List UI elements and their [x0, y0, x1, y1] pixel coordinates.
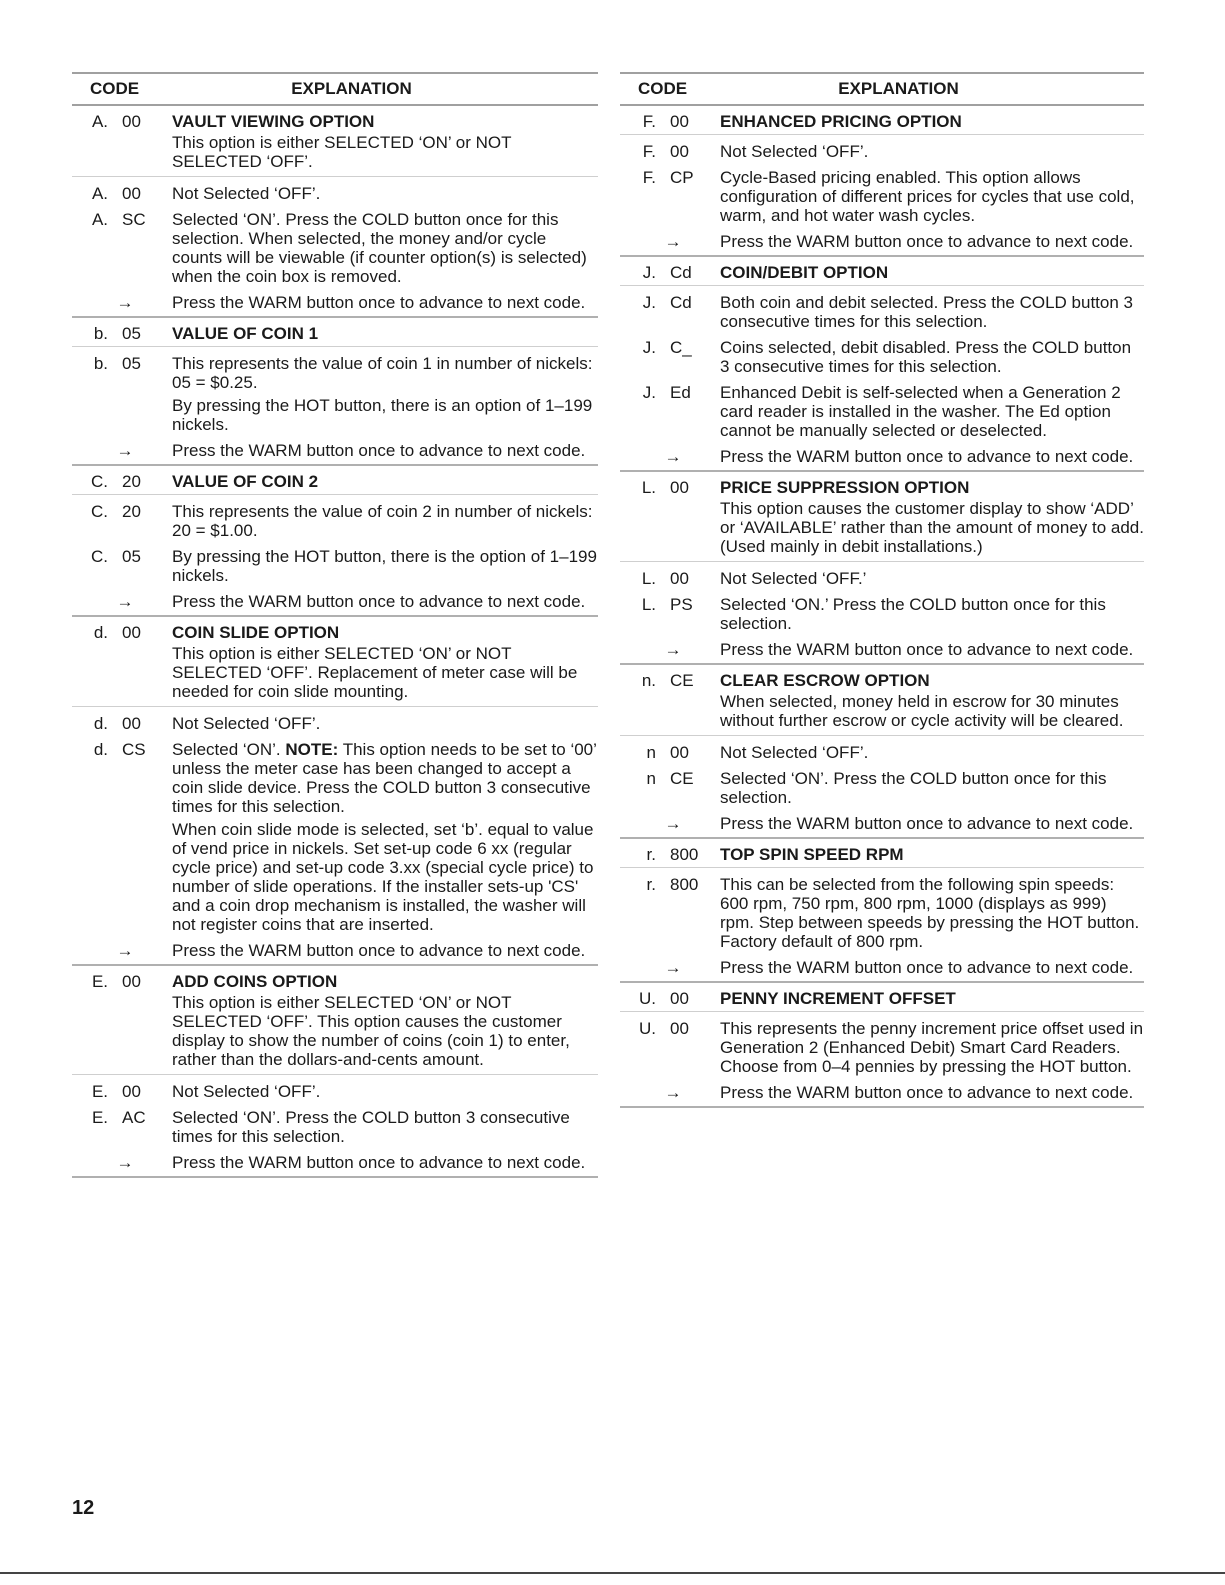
option-text	[720, 383, 1144, 440]
section-title: ENHANCED PRICING OPTION	[720, 112, 962, 131]
code-option-row	[72, 207, 598, 290]
setup-code-section	[620, 665, 1144, 839]
section-divider	[72, 706, 598, 707]
code-letter: U.	[639, 989, 656, 1008]
left-column	[72, 72, 598, 1178]
option-text-body: Press the WARM button once to advance to next code.	[720, 958, 1134, 977]
code-letter: U.	[639, 1019, 656, 1038]
option-text-body: Not Selected ‘OFF’.	[172, 714, 321, 733]
code-letter: r.	[646, 845, 656, 864]
setup-code-section	[620, 839, 1144, 983]
option-text	[172, 354, 598, 434]
option-text-body: Not Selected ‘OFF’.	[720, 142, 869, 161]
advance-instruction-row	[72, 1150, 598, 1176]
section-title-row	[620, 665, 1144, 692]
code-letter: L.	[641, 478, 656, 497]
code-letter: n.	[641, 671, 656, 690]
code-cell	[72, 1108, 172, 1146]
option-text-body: Both coin and debit selected. Press the COLD button 3 consecutive times for this selection.	[720, 293, 1133, 331]
code-letter: A.	[91, 184, 108, 203]
code-letter: b.	[93, 354, 108, 373]
code-value: 05	[122, 547, 141, 566]
arrow-icon: →	[116, 441, 134, 460]
code-header: CODE	[638, 79, 688, 98]
code-cell	[620, 478, 720, 497]
code-letter: b.	[93, 324, 108, 343]
code-option-row	[620, 872, 1144, 955]
code-cell	[72, 592, 172, 611]
section-description: This option is either SELECTED ‘ON’ or NOT SELECTED ‘OFF’. This option causes the customer display to show the number of coins (coin 1) to enter, rather than the dollars-and-cents amount.	[172, 993, 570, 1069]
code-cell	[72, 972, 172, 991]
code-cell	[620, 595, 720, 633]
section-divider	[72, 176, 598, 177]
section-title: VAULT VIEWING OPTION	[172, 112, 375, 131]
code-letter: C.	[91, 502, 108, 521]
arrow-icon: →	[664, 958, 682, 977]
code-letter: J.	[642, 293, 656, 312]
option-extra-paragraph: By pressing the HOT button, there is an option of 1–199 nickels.	[172, 396, 593, 434]
code-cell	[620, 447, 720, 466]
option-text-body: This option needs to be set to ‘00’ unless the meter case has been changed to accept a coin slide device. Press the COLD button 3 consecutive times for this selection.	[172, 740, 597, 816]
code-cell	[72, 293, 172, 312]
code-cell	[620, 958, 720, 977]
code-header: CODE	[90, 79, 140, 98]
code-value: Cd	[670, 293, 692, 312]
section-title: CLEAR ESCROW OPTION	[720, 671, 930, 690]
code-value: PS	[670, 595, 693, 614]
code-letter: d.	[93, 623, 108, 642]
option-text-body: This represents the value of coin 1 in number of nickels: 05 = $0.25.	[172, 354, 593, 392]
option-text-body: Cycle-Based pricing enabled. This option allows configuration of different prices for cycles that use cold, warm, and hot water wash cycles.	[720, 168, 1135, 225]
code-cell	[620, 640, 720, 659]
section-title-row	[72, 106, 598, 133]
code-cell	[72, 502, 172, 540]
option-text-body: Press the WARM button once to advance to next code.	[720, 640, 1134, 659]
code-option-row	[620, 335, 1144, 380]
code-cell	[620, 293, 720, 331]
option-text-body: Not Selected ‘OFF’.	[172, 184, 321, 203]
option-text	[720, 338, 1144, 376]
code-letter: E.	[91, 972, 108, 991]
section-title-row	[72, 466, 598, 495]
option-extra-paragraph: When coin slide mode is selected, set ‘b’. equal to value of vend price in nickels. Set set-up code 6 xx (regular cycle price) and set-up code 3.xx (special cycle price) to number of slide operations. If the installer sets-up 'CS' and a coin drop mechanism is installed, the washer will not register coins that are inserted.	[172, 820, 594, 934]
arrow-icon: →	[664, 814, 682, 833]
code-cell	[620, 1083, 720, 1102]
code-value: 00	[670, 989, 689, 1008]
option-text	[720, 293, 1144, 331]
setup-code-section	[620, 257, 1144, 472]
code-cell	[72, 441, 172, 460]
code-letter: L.	[641, 595, 656, 614]
option-text	[720, 447, 1144, 466]
code-value: 00	[670, 743, 689, 762]
option-text-body: This can be selected from the following spin speeds: 600 rpm, 750 rpm, 800 rpm, 1000 (displays as 999) rpm. Step between speeds by pressing the HOT button. Factory default of 800 rpm.	[720, 875, 1140, 951]
code-cell	[72, 547, 172, 585]
code-cell	[620, 569, 720, 588]
section-description: When selected, money held in escrow for 30 minutes without further escrow or cycle activity will be cleared.	[720, 692, 1124, 730]
option-text-body: Press the WARM button once to advance to next code.	[720, 447, 1134, 466]
right-column	[620, 72, 1144, 1108]
option-text	[720, 595, 1144, 633]
option-text	[720, 640, 1144, 659]
advance-instruction-row	[72, 438, 598, 464]
option-text-body: Press the WARM button once to advance to next code.	[720, 1083, 1134, 1102]
code-letter: n	[646, 743, 656, 762]
code-value: 00	[670, 112, 689, 131]
option-text-body: This represents the value of coin 2 in number of nickels: 20 = $1.00.	[172, 502, 593, 540]
code-letter: d.	[93, 740, 108, 759]
code-value: CP	[670, 168, 694, 187]
section-description: This option is either SELECTED ‘ON’ or NOT SELECTED ‘OFF’. Replacement of meter case will be needed for coin slide mounting.	[172, 644, 578, 701]
setup-code-section	[72, 318, 598, 466]
code-option-row	[620, 766, 1144, 811]
code-value: 00	[122, 184, 141, 203]
code-option-row	[72, 181, 598, 207]
code-option-row	[620, 740, 1144, 766]
option-text	[720, 168, 1144, 225]
code-letter: F.	[642, 168, 656, 187]
code-option-row	[72, 544, 598, 589]
code-value: AC	[122, 1108, 146, 1127]
setup-code-section	[72, 466, 598, 617]
advance-instruction-row	[620, 811, 1144, 837]
code-cell	[620, 814, 720, 833]
code-value: 00	[670, 142, 689, 161]
code-option-row	[72, 737, 598, 938]
arrow-icon: →	[664, 232, 682, 251]
code-cell	[620, 168, 720, 225]
code-value: 20	[122, 472, 141, 491]
option-text	[720, 743, 1144, 762]
option-text-body: Selected ‘ON’. Press the COLD button once for this selection.	[720, 769, 1107, 807]
section-title: COIN SLIDE OPTION	[172, 623, 340, 642]
code-cell	[72, 941, 172, 960]
code-letter: C.	[91, 547, 108, 566]
section-title-row	[620, 839, 1144, 868]
code-value: 20	[122, 502, 141, 521]
option-text	[720, 814, 1144, 833]
code-letter: C.	[91, 472, 108, 491]
section-title-row	[72, 318, 598, 347]
advance-instruction-row	[72, 290, 598, 316]
code-cell	[72, 472, 172, 491]
code-cell	[72, 1082, 172, 1101]
option-text-body: Press the WARM button once to advance to next code.	[720, 814, 1134, 833]
code-letter: r.	[646, 875, 656, 894]
option-text-prefix: Selected ‘ON’.	[172, 740, 286, 759]
setup-code-section	[72, 617, 598, 966]
code-cell	[620, 232, 720, 251]
section-title-row	[620, 983, 1144, 1012]
code-option-row	[72, 351, 598, 438]
section-title: PENNY INCREMENT OFFSET	[720, 989, 956, 1008]
arrow-icon: →	[664, 447, 682, 466]
advance-instruction-row	[620, 637, 1144, 663]
setup-code-section	[620, 106, 1144, 257]
code-cell	[620, 263, 720, 282]
section-title: PRICE SUPPRESSION OPTION	[720, 478, 970, 497]
page-bottom-rule	[0, 1572, 1225, 1574]
code-letter: A.	[91, 112, 108, 131]
right-sections	[620, 106, 1144, 1108]
code-option-row	[72, 711, 598, 737]
code-value: 00	[670, 1019, 689, 1038]
code-cell	[620, 989, 720, 1008]
option-text-body: This represents the penny increment price offset used in Generation 2 (Enhanced Debit) Smart Card Readers. Choose from 0–4 pennies by pressing the HOT button.	[720, 1019, 1144, 1076]
option-text	[172, 502, 598, 540]
option-text-body: Press the WARM button once to advance to next code.	[172, 941, 586, 960]
advance-instruction-row	[620, 229, 1144, 255]
section-title-row	[72, 966, 598, 993]
option-text-body: Selected ‘ON’. Press the COLD button once for this selection. When selected, the money and/or cycle counts will be viewable (if counter option(s) is selected) when the coin box is removed.	[172, 210, 587, 286]
setup-code-section	[72, 966, 598, 1178]
section-description: This option is either SELECTED ‘ON’ or NOT SELECTED ‘OFF’.	[172, 133, 512, 171]
note-label: NOTE:	[285, 740, 339, 759]
code-option-row	[620, 165, 1144, 229]
option-text-body: Not Selected ‘OFF’.	[720, 743, 869, 762]
code-value: CS	[122, 740, 146, 759]
code-value: 00	[122, 112, 141, 131]
code-value: Ed	[670, 383, 691, 402]
code-cell	[72, 623, 172, 642]
option-text	[172, 714, 598, 733]
code-value: 00	[122, 972, 141, 991]
advance-instruction-row	[72, 938, 598, 964]
advance-instruction-row	[72, 589, 598, 615]
code-value: 00	[122, 1082, 141, 1101]
table-header	[72, 72, 598, 106]
code-cell	[620, 383, 720, 440]
code-option-row	[620, 139, 1144, 165]
code-cell	[620, 743, 720, 762]
option-text	[720, 1083, 1144, 1102]
code-value: 05	[122, 324, 141, 343]
section-title: VALUE OF COIN 2	[172, 472, 319, 491]
option-text-body: Press the WARM button once to advance to next code.	[720, 232, 1134, 251]
option-text	[172, 293, 598, 312]
setup-code-section	[72, 106, 598, 318]
code-cell	[620, 142, 720, 161]
code-letter: F.	[642, 142, 656, 161]
section-divider	[620, 561, 1144, 562]
option-text-body: Press the WARM button once to advance to next code.	[172, 1153, 586, 1172]
code-option-row	[72, 499, 598, 544]
option-text-body: Press the WARM button once to advance to next code.	[172, 293, 586, 312]
option-text-body: Press the WARM button once to advance to next code.	[172, 592, 586, 611]
section-divider	[620, 735, 1144, 736]
code-cell	[72, 184, 172, 203]
code-letter: E.	[91, 1082, 108, 1101]
code-letter: F.	[642, 112, 656, 131]
option-text-body: Enhanced Debit is self-selected when a Generation 2 card reader is installed in the washer. The Ed option cannot be manually selected or deselected.	[720, 383, 1121, 440]
code-letter: n	[646, 769, 656, 788]
setup-code-section	[620, 983, 1144, 1108]
code-value: 800	[670, 875, 699, 894]
code-value: 800	[670, 845, 699, 864]
option-text	[720, 1019, 1144, 1076]
option-text	[172, 1082, 598, 1101]
arrow-icon: →	[116, 1153, 134, 1172]
option-text	[172, 941, 598, 960]
code-letter: J.	[642, 263, 656, 282]
code-option-row	[620, 1016, 1144, 1080]
code-value: SC	[122, 210, 146, 229]
explanation-header: EXPLANATION	[291, 79, 412, 98]
code-value: CE	[670, 769, 694, 788]
page-number: 12	[72, 1497, 95, 1519]
option-text	[172, 1108, 598, 1146]
code-option-row	[620, 592, 1144, 637]
code-cell	[620, 769, 720, 807]
code-cell	[620, 112, 720, 131]
section-title-row	[620, 472, 1144, 499]
code-value: 00	[122, 623, 141, 642]
code-value: 05	[122, 354, 141, 373]
code-cell	[72, 324, 172, 343]
option-text	[720, 958, 1144, 977]
code-option-row	[620, 380, 1144, 444]
code-cell	[72, 714, 172, 733]
option-text	[720, 232, 1144, 251]
option-text-body: By pressing the HOT button, there is the option of 1–199 nickels.	[172, 547, 597, 585]
option-text	[172, 184, 598, 203]
code-cell	[72, 1153, 172, 1172]
code-value: C_	[670, 338, 692, 357]
code-letter: A.	[91, 210, 108, 229]
code-option-row	[72, 1079, 598, 1105]
option-text	[172, 592, 598, 611]
code-letter: E.	[91, 1108, 108, 1127]
option-text	[720, 142, 1144, 161]
section-title: VALUE OF COIN 1	[172, 324, 319, 343]
code-cell	[72, 354, 172, 434]
code-value: 00	[670, 569, 689, 588]
option-text	[172, 441, 598, 460]
option-text	[720, 769, 1144, 807]
option-text	[720, 569, 1144, 588]
option-text	[172, 740, 598, 934]
code-option-row	[72, 1105, 598, 1150]
code-value: Cd	[670, 263, 692, 282]
option-text-body: Selected ‘ON’. Press the COLD button 3 consecutive times for this selection.	[172, 1108, 570, 1146]
option-text-body: Not Selected ‘OFF.’	[720, 569, 867, 588]
section-title-row	[72, 617, 598, 644]
section-title: COIN/DEBIT OPTION	[720, 263, 889, 282]
option-text	[172, 547, 598, 585]
code-value: 00	[122, 714, 141, 733]
code-cell	[72, 210, 172, 286]
advance-instruction-row	[620, 1080, 1144, 1106]
code-letter: L.	[641, 569, 656, 588]
option-text	[720, 875, 1144, 951]
code-cell	[620, 671, 720, 690]
option-text-body: Selected ‘ON.’ Press the COLD button once for this selection.	[720, 595, 1106, 633]
option-text-body: Coins selected, debit disabled. Press the COLD button 3 consecutive times for this selection.	[720, 338, 1132, 376]
code-value: CE	[670, 671, 694, 690]
table-header	[620, 72, 1144, 106]
code-value: 00	[670, 478, 689, 497]
code-option-row	[620, 566, 1144, 592]
arrow-icon: →	[664, 640, 682, 659]
arrow-icon: →	[116, 941, 134, 960]
section-title: ADD COINS OPTION	[172, 972, 338, 991]
section-title-row	[620, 106, 1144, 135]
option-text-body: Press the WARM button once to advance to next code.	[172, 441, 586, 460]
advance-instruction-row	[620, 444, 1144, 470]
section-title: TOP SPIN SPEED RPM	[720, 845, 904, 864]
code-cell	[620, 338, 720, 376]
left-sections	[72, 106, 598, 1178]
code-cell	[620, 1019, 720, 1076]
code-option-row	[620, 290, 1144, 335]
code-cell	[620, 875, 720, 951]
code-cell	[72, 112, 172, 131]
code-letter: d.	[93, 714, 108, 733]
explanation-header: EXPLANATION	[838, 79, 959, 98]
arrow-icon: →	[664, 1083, 682, 1102]
advance-instruction-row	[620, 955, 1144, 981]
code-cell	[620, 845, 720, 864]
code-letter: J.	[642, 383, 656, 402]
setup-code-section	[620, 472, 1144, 665]
section-divider	[72, 1074, 598, 1075]
arrow-icon: →	[116, 293, 134, 312]
option-text-body: Not Selected ‘OFF’.	[172, 1082, 321, 1101]
code-letter: J.	[642, 338, 656, 357]
code-cell	[72, 740, 172, 934]
option-text	[172, 1153, 598, 1172]
option-text	[172, 210, 598, 286]
section-description: This option causes the customer display to show ‘ADD’ or ‘AVAILABLE’ rather than the amount of money to add. (Used mainly in debit installations.)	[720, 499, 1144, 556]
section-title-row	[620, 257, 1144, 286]
arrow-icon: →	[116, 592, 134, 611]
